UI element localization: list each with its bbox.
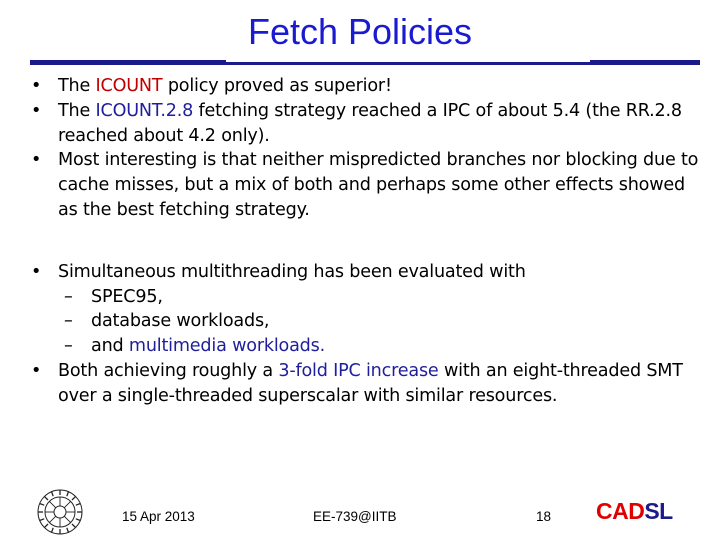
sub-item-database	[28, 309, 700, 334]
title-underline-left	[30, 60, 226, 65]
iitb-logo-icon	[36, 488, 84, 536]
slide-title: Fetch Policies	[247, 11, 473, 52]
bullet-text: with an eight-threaded SMT over a single-threaded superscalar with similar resources.	[58, 360, 683, 406]
bullet-text: fetching strategy reached a IPC of about 5.4 (the RR.2.8 reached about 4.2 only).	[58, 100, 682, 146]
highlight-icount: ICOUNT	[95, 76, 163, 96]
sub-item-text: database workloads,	[91, 311, 270, 332]
bullet-list-bottom	[28, 260, 700, 285]
sub-item-text: SPEC95,	[91, 286, 163, 307]
brand-ca: CAD	[596, 498, 645, 524]
bullet-icon: •	[31, 76, 42, 96]
bullet-text: policy proved as superior!	[162, 76, 392, 96]
bullet-text: Both achieving roughly a	[58, 360, 279, 381]
bullet-icount-superior	[28, 74, 700, 99]
dash-icon: –	[64, 311, 73, 332]
bullet-both	[28, 359, 700, 409]
sub-item-spec95	[28, 285, 700, 310]
bullet-text: The	[58, 76, 96, 96]
footer-page-number: 18	[536, 509, 552, 524]
bullet-icount28	[28, 99, 700, 149]
sub-item-multimedia	[28, 334, 700, 359]
bullet-text: Most interesting is that neither mispredicted branches nor blocking due to cache misses, but a mix of both and perhaps some other effects showed as the best fetching strategy.	[58, 150, 699, 220]
spacer	[28, 223, 700, 260]
bullet-icon: •	[31, 150, 42, 171]
bullet-smt	[28, 260, 700, 285]
slide-body	[28, 74, 700, 409]
bullet-text: Simultaneous multithreading has been evaluated with	[58, 261, 526, 282]
bullet-icon: •	[31, 360, 42, 381]
footer-date: 15 Apr 2013	[122, 509, 195, 524]
title-underline-right	[590, 60, 700, 65]
cadsl-logo	[596, 498, 673, 525]
bullet-list-top	[28, 74, 700, 223]
dash-icon: –	[64, 336, 73, 357]
bullet-text: The	[58, 100, 96, 121]
brand-sl: SL	[644, 498, 673, 524]
bullet-icon: •	[31, 100, 42, 121]
dash-icon: –	[64, 286, 73, 307]
footer-course: EE-739@IITB	[313, 509, 397, 524]
bullet-icon: •	[31, 261, 42, 282]
highlight-multimedia: multimedia workloads.	[128, 336, 325, 357]
title-underline	[30, 62, 700, 65]
highlight-3fold: 3-fold IPC increase	[278, 360, 439, 381]
bullet-list-bottom-2	[28, 359, 700, 409]
sub-item-text: and	[91, 336, 129, 357]
bullet-interesting	[28, 148, 700, 222]
highlight-icount28: ICOUNT.2.8	[95, 100, 194, 121]
sub-list	[28, 285, 700, 359]
